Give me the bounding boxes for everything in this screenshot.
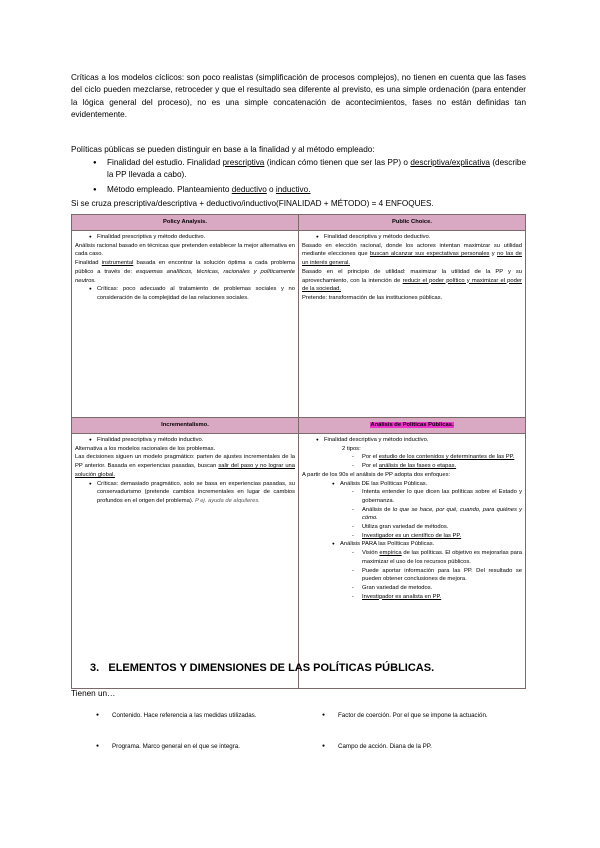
section-lead: Tienen un… [71,689,116,698]
public-choice-cell: ● Finalidad descriptiva y método deductivo. Basado en elección racional, donde los actores intentan maximizar su utilidad mediante elecciones que buscan alcanzar sus expectativas personales y no las de un interés general. Basado en el principio de utilidad: maximizar la utilidad de la PP y su aprovechamiento, con la intención de reducir el poder político y maximizar el poder de la sociedad. Pretende: transformación de las instituciones públicas. [299,231,526,418]
four-approaches-line: Si se cruza prescriptiva/descriptiva + deductivo/inductivo(FINALIDAD + MÉTODO) = 4 ENFOQUES. [71,199,434,208]
critique-text: Críticas a los modelos cíclicos: son poco realistas (simplificación de procesos complejos), no tienen en cuenta que las fases del ciclo pueden mezclarse, retroceder y que el resultado sea diferente al previsto, es una simple ordenación (para entender la lógica general del proceso), no es una simple concatenación de acontecimientos, fases no están definidas tan evidentemente. [71,73,526,119]
distinguish-paragraph: Políticas públicas se pueden distinguir en base a la finalidad y al método empleado: [71,145,375,154]
public-choice-header: Public Choice. [299,215,526,231]
policy-analysis-header: Policy Analysis. [72,215,299,231]
intro-paragraph [71,72,526,121]
incrementalismo-cell: ● Finalidad prescriptiva y método inductivo. Alternativa a los modelos racionales de los problemas. Las decisiones siguen un modelo pragmático: parten de ajustes incrementales de la PP anterior. Basada en experiencias pasadas, buscan salir del paso y no lograr una solución global. ● Críticas: demasiado pragmático, solo se basa en experiencias pasadas, su conservadurismo (pretende cambios incrementales en lugar de cambios profundos en el origen del problema). P ej. ayuda de alquileres. [72,434,299,689]
element-item: ● Factor de coerción. Por el que se impone la actuación. [338,711,508,721]
element-item: ● Contenido. Hace referencia a las medidas utilizadas. [112,711,282,721]
element-item: ● Programa. Marco general en el que se integra. [112,742,297,752]
analisis-pp-cell: ● Finalidad descriptiva y método inductivo. 2 tipos: - Por el estudio de los contenidos y determinantes de las PP. - Por el análisis de las fases o etapas. A partir de los 90s el análisis de PP adopta dos enfoques: ● Análisis DE las Políticas Públicas. - Intenta entender lo que dicen las políticas sobre el Estado y gobernanza. - Análisis de lo que se hace, por qué, cuando, para quiénes y cómo. - Utiliza gran variedad de métodos. - Investigador es un científico de las PP. ● Análisis PARA las Políticas Públicas. - Visión empírica de las políticas. El objetivo es mejorarlas para maximizar el uso de los recursos públicos. - Puede aportar información para las PP. Del resultado se pueden obtener conclusiones de mejora. - Gran variedad de metodos. - Investigador es analista en PP. [299,434,526,689]
incrementalismo-header: Incrementalismo. [72,418,299,434]
bullet-finalidad: ● Finalidad del estudio. Finalidad prescriptiva (indican cómo tienen que ser las PP) o descriptiva/explicativa (describe la PP llevada a cabo). [107,157,526,182]
policy-analysis-cell: ● Finalidad prescriptiva y método deductivo. Análisis racional basado en técnicas que pretenden establecer la mejor alternativa en cada caso. Finalidad instrumental basada en encontrar la solución óptima a cada problema público a través de: esquemas analíticos, técnicas, racionales y políticamente neutros. ● Críticas: poco adecuado al tratamiento de problemas sociales y no consideración de la complejidad de las relaciones sociales. [72,231,299,418]
section-heading: 3. ELEMENTOS Y DIMENSIONES DE LAS POLÍTICAS PÚBLICAS. [90,662,435,674]
element-item: ● Campo de acción. Diana de la PP. [338,742,508,752]
analisis-pp-header: Análisis de Políticas Públicas. [299,418,526,434]
approaches-table [71,214,526,689]
bullet-metodo: ● Método empleado. Planteamiento deductivo o inductivo. [107,184,526,196]
